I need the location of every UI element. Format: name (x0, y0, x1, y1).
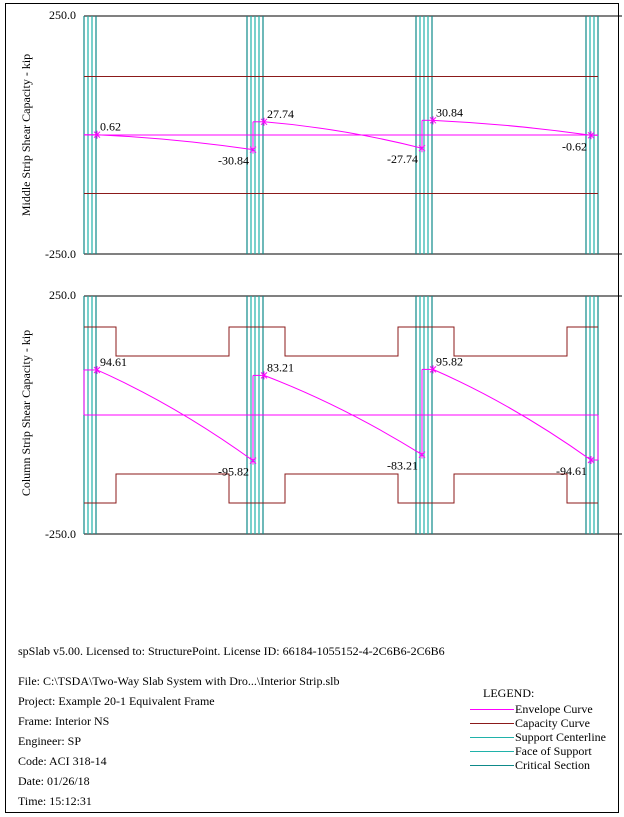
capacity-curve-positive (84, 327, 598, 356)
legend-face-of-support-label: Face of Support (515, 744, 592, 758)
envelope-swatch (470, 709, 514, 710)
envelope-end-label: -83.21 (387, 458, 418, 473)
envelope-end-label: -0.62 (562, 139, 587, 154)
envelope-end-label: -95.82 (218, 464, 249, 479)
frame-name: Frame: Interior NS (18, 714, 110, 728)
face-of-support-swatch (470, 751, 514, 752)
envelope-curve (97, 135, 253, 150)
middle-strip-ymax-label: 250.0 (49, 8, 76, 22)
envelope-start-label: 27.74 (267, 106, 294, 121)
report-date: Date: 01/26/18 (18, 774, 90, 788)
legend-envelope-label: Envelope Curve (515, 702, 593, 716)
middle-strip-ymin-label: -250.0 (45, 247, 76, 261)
middle-strip-chart (19, 8, 622, 261)
legend-envelope (470, 702, 620, 716)
column-strip-chart (19, 288, 622, 541)
legend-critical-section-label: Critical Section (515, 758, 590, 772)
legend-support-centerline-label: Support Centerline (515, 730, 606, 744)
engineer-name: Engineer: SP (18, 734, 81, 748)
support-centerline-swatch (470, 737, 514, 738)
legend-critical-section (470, 758, 620, 772)
legend-capacity-label: Capacity Curve (515, 716, 590, 730)
project-name: Project: Example 20-1 Equivalent Frame (18, 694, 215, 708)
column-strip-ylabel: Column Strip Shear Capacity - kip (19, 329, 33, 497)
report-time: Time: 15:12:31 (18, 794, 92, 808)
envelope-end-label: -27.74 (387, 152, 418, 167)
capacity-curve-negative (84, 474, 598, 503)
envelope-start-label: 83.21 (267, 360, 294, 375)
legend-title: LEGEND: (483, 686, 535, 700)
column-strip-ymin-label: -250.0 (45, 527, 76, 541)
envelope-start-label: 30.84 (436, 105, 463, 120)
critical-section-swatch (470, 765, 514, 766)
column-strip-ymax-label: 250.0 (49, 288, 76, 302)
file-path: File: C:\TSDA\Two-Way Slab System with Dro...\Interior Strip.slb (18, 674, 340, 688)
envelope-start-label: 95.82 (436, 354, 463, 369)
legend-support-centerline (470, 730, 620, 744)
envelope-start-label: 0.62 (100, 119, 121, 134)
legend-face-of-support (470, 744, 620, 758)
license-line: spSlab v5.00. Licensed to: StructurePoint. License ID: 66184-1055152-4-2C6B6-2C6B6 (18, 644, 445, 658)
design-code: Code: ACI 318-14 (18, 754, 107, 768)
middle-strip-ylabel: Middle Strip Shear Capacity - kip (19, 53, 33, 217)
envelope-start-label: 94.61 (100, 354, 127, 369)
legend-capacity (470, 716, 620, 730)
envelope-curve (433, 120, 591, 135)
capacity-swatch (470, 723, 514, 724)
envelope-end-label: -30.84 (218, 153, 249, 168)
envelope-end-label: -94.61 (556, 464, 587, 479)
